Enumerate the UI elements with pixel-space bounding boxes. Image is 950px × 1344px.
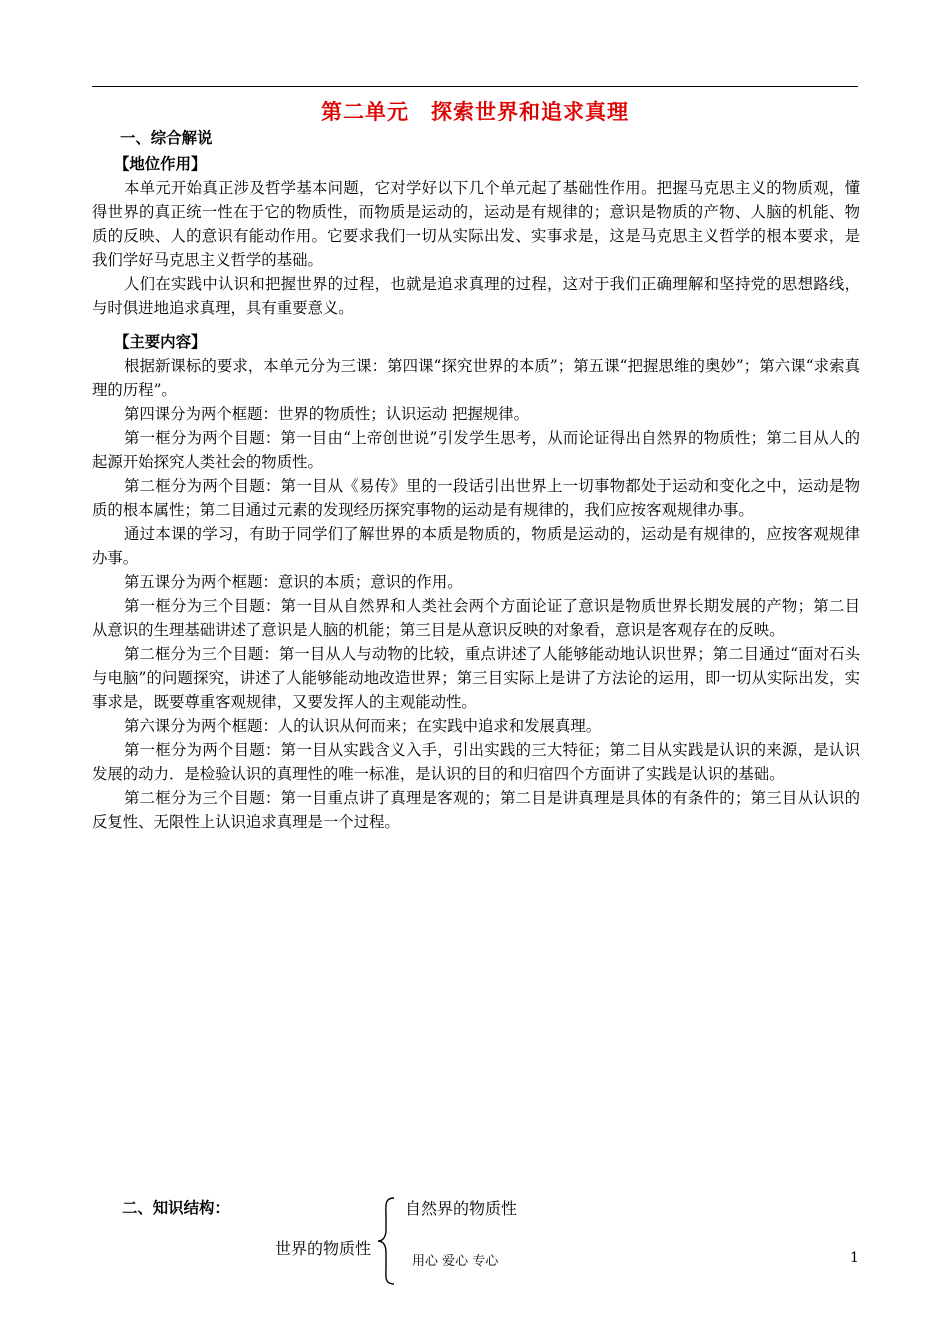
section-heading-overview: 一、综合解说 <box>120 129 213 147</box>
structure-root: 世界的物质性 <box>275 1239 372 1258</box>
footer-motto: 用心 爱心 专心 <box>412 1254 499 1269</box>
top-rule <box>92 86 858 87</box>
paragraph: 通过本课的学习，有助于同学们了解世界的本质是物质的，物质是运动的，运动是有规律的，应按客观规律办事。 <box>92 525 860 567</box>
paragraph: 第一框分为两个目题：第一目从实践含义入手，引出实践的三大特征；第二目从实践是认识的来源，是认识发展的动力．是检验认识的真理性的唯一标准，是认识的目的和归宿四个方面讲了实践是认识的基础。 <box>92 741 860 783</box>
paragraph: 第一框分为三个目题：第一目从自然界和人类社会两个方面论证了意识是物质世界长期发展的产物；第二目从意识的生理基础讲述了意识是人脑的机能；第三目是从意识反映的对象看，意识是客观存在的反映。 <box>92 597 860 639</box>
paragraph: 第二框分为两个目题：第一目从《易传》里的一段话引出世界上一切事物都处于运动和变化之中，运动是物质的根本属性；第二目通过元素的发现经历探究事物的运动是有规律的，我们应按客观规律办事。 <box>92 477 860 519</box>
paragraph: 第五课分为两个框题：意识的本质；意识的作用。 <box>124 573 463 591</box>
paragraph: 人们在实践中认识和把握世界的过程，也就是追求真理的过程，这对于我们正确理解和坚持党的思想路线，与时俱进地追求真理，具有重要意义。 <box>92 275 860 317</box>
section-heading-structure: 二、知识结构： <box>122 1199 230 1217</box>
subheading-content: 【主要内容】 <box>114 333 207 351</box>
paragraph: 第六课分为两个框题：人的认识从何而来；在实践中追求和发展真理。 <box>124 717 602 735</box>
paragraph: 根据新课标的要求，本单元分为三课：第四课“探究世界的本质”；第五课“把握思维的奥妙”；第六课“求索真理的历程”。 <box>92 357 860 399</box>
paragraph: 第二框分为三个目题：第一目从人与动物的比较，重点讲述了人能够能动地认识世界；第二目通过“面对石头与电脑”的问题探究，讲述了人能够能动地改造世界；第三目实际上是讲了方法论的运用，即一切从实际出发，实事求是，既要尊重客观规律，又要发挥人的主观能动性。 <box>92 645 860 711</box>
paragraph: 第四课分为两个框题：世界的物质性；认识运动 把握规律。 <box>124 405 530 423</box>
page-number: 1 <box>850 1250 859 1266</box>
paragraph: 第一框分为两个目题：第一目由“上帝创世说”引发学生思考，从而论证得出自然界的物质性；第二目从人的起源开始探究人类社会的物质性。 <box>92 429 860 471</box>
structure-branch: 自然界的物质性 <box>405 1199 518 1218</box>
paragraph: 本单元开始真正涉及哲学基本问题，它对学好以下几个单元起了基础性作用。把握马克思主义的物质观，懂得世界的真正统一性在于它的物质性，而物质是运动的，运动是有规律的；意识是物质的产物、人脑的机能、物质的反映、人的意识有能动作用。它要求我们一切从实际出发、实事求是，这是马克思主义哲学的根本要求，是我们学好马克思主义哲学的基础。 <box>92 179 860 269</box>
subheading-role: 【地位作用】 <box>114 155 207 173</box>
left-brace-icon <box>376 1196 398 1286</box>
paragraph: 第二框分为三个目题：第一目重点讲了真理是客观的；第二目是讲真理是具体的有条件的；第三目从认识的反复性、无限性上认识追求真理是一个过程。 <box>92 789 860 831</box>
page-title: 第二单元 探索世界和追求真理 <box>321 99 629 124</box>
main-content <box>92 126 860 834</box>
